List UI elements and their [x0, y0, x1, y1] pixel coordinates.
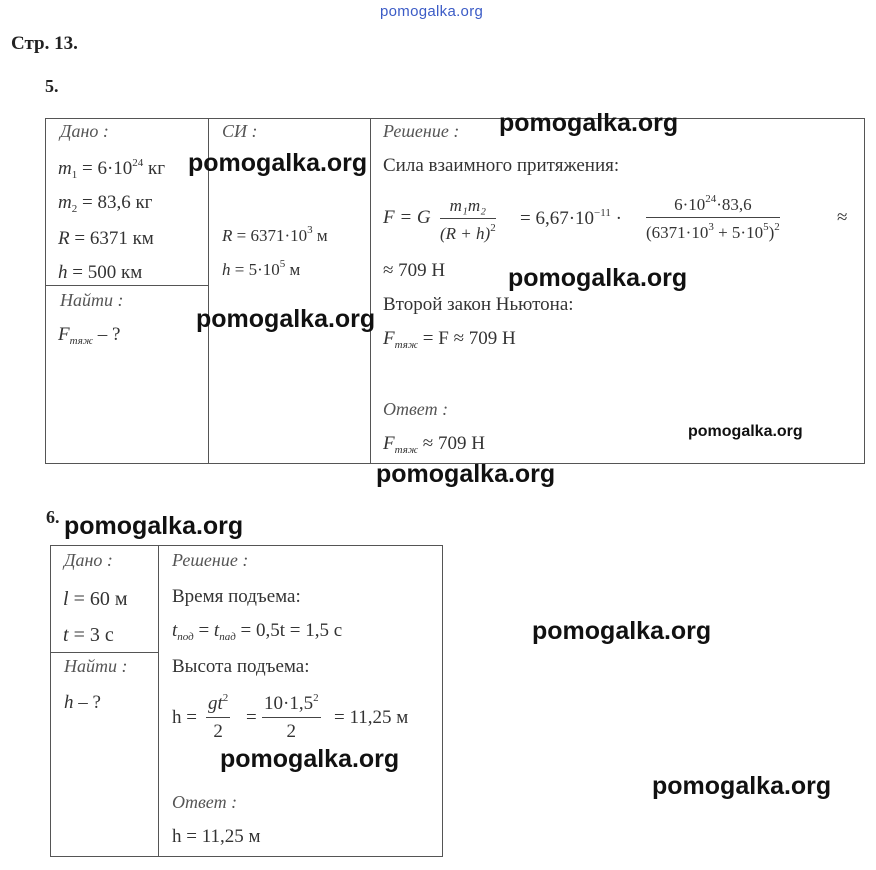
divider — [51, 652, 158, 653]
watermark: pomogalka.org — [688, 423, 803, 440]
divider — [370, 119, 371, 463]
si-r: $R = 6371\cdot 10^3$ м — [222, 224, 328, 245]
result-1: ≈ 709 Н — [383, 260, 446, 281]
fraction-m1m2: $\frac{\text{m₁m₂}}{(R + h)^2}$ — [440, 196, 496, 243]
si-header: СИ : — [222, 121, 258, 141]
approx-sign: ≈ — [837, 207, 848, 228]
solution-line: Второй закон Ньютона: — [383, 294, 574, 315]
si-h: $h = 5\cdot 10^5$ м — [222, 258, 301, 279]
given-l: l = 60 м — [63, 588, 128, 610]
divider — [158, 546, 159, 856]
solution-header: Решение : — [172, 550, 249, 570]
given-r: R = 6371 км — [58, 228, 154, 249]
answer-header: Ответ : — [172, 792, 238, 812]
height-result: = 11,25 м — [334, 707, 409, 728]
formula-lhs: F = G — [383, 207, 431, 228]
given-header: Дано : — [64, 550, 113, 570]
task-5-number: 5. — [45, 76, 59, 96]
watermark: pomogalka.org — [220, 745, 400, 773]
answer-value: $F_{тяж} \approx 709$ Н — [383, 433, 485, 456]
newton-result: $F_{тяж} = F \approx 709$ Н — [383, 328, 516, 351]
divider — [46, 285, 208, 286]
watermark: pomogalka.org — [64, 512, 244, 540]
watermark: pomogalka.org — [532, 617, 712, 645]
height-lhs: h = — [172, 707, 197, 728]
given-m2: $m_2 = 83,6$ кг — [58, 192, 153, 215]
find-header: Найти : — [60, 290, 124, 310]
time-formula: $t_{под} = t_{пад} = 0,5t = 1,5$ с — [172, 620, 343, 643]
watermark: pomogalka.org — [499, 109, 679, 137]
given-h: h = 500 км — [58, 262, 143, 283]
find-h: h – ? — [64, 692, 101, 713]
find-f: $F_{тяж}$ – ? — [58, 324, 121, 347]
watermark: pomogalka.org — [188, 149, 368, 177]
watermark: pomogalka.org — [508, 264, 688, 292]
solution-line: Время подъема: — [172, 586, 301, 607]
answer-value: h = 11,25 м — [172, 826, 261, 847]
equals-sign: = — [246, 707, 257, 728]
fraction-numeric: $\frac{10\cdot 1,5^2}{2}$ — [264, 692, 319, 742]
solution-header: Решение : — [383, 121, 460, 141]
watermark: pomogalka.org — [652, 772, 832, 800]
find-header: Найти : — [64, 656, 128, 676]
solution-line: Сила взаимного притяжения: — [383, 155, 620, 176]
fraction-gt2: $\frac{gt^2}{2}$ — [208, 692, 229, 742]
answer-header: Ответ : — [383, 399, 449, 419]
given-m1: $m_1 = 6\cdot 10^{24}$ кг — [58, 157, 166, 181]
formula-g-value: = $6,67\cdot 10^{-11}$ · — [520, 207, 622, 229]
task-6-number: 6. — [46, 507, 60, 527]
watermark: pomogalka.org — [376, 460, 556, 488]
watermark: pomogalka.org — [196, 305, 376, 333]
fraction-numeric: $\frac{6\cdot 10^{24}\cdot 83,6}{(6371\cdot 10^3 + 5\cdot 10^5)^2}$ — [646, 193, 780, 242]
watermark-top: pomogalka.org — [380, 3, 484, 20]
given-header: Дано : — [60, 121, 109, 141]
page-reference: Стр. 13. — [11, 33, 78, 54]
given-t: t = 3 с — [63, 624, 114, 646]
solution-line: Высота подъема: — [172, 656, 310, 677]
